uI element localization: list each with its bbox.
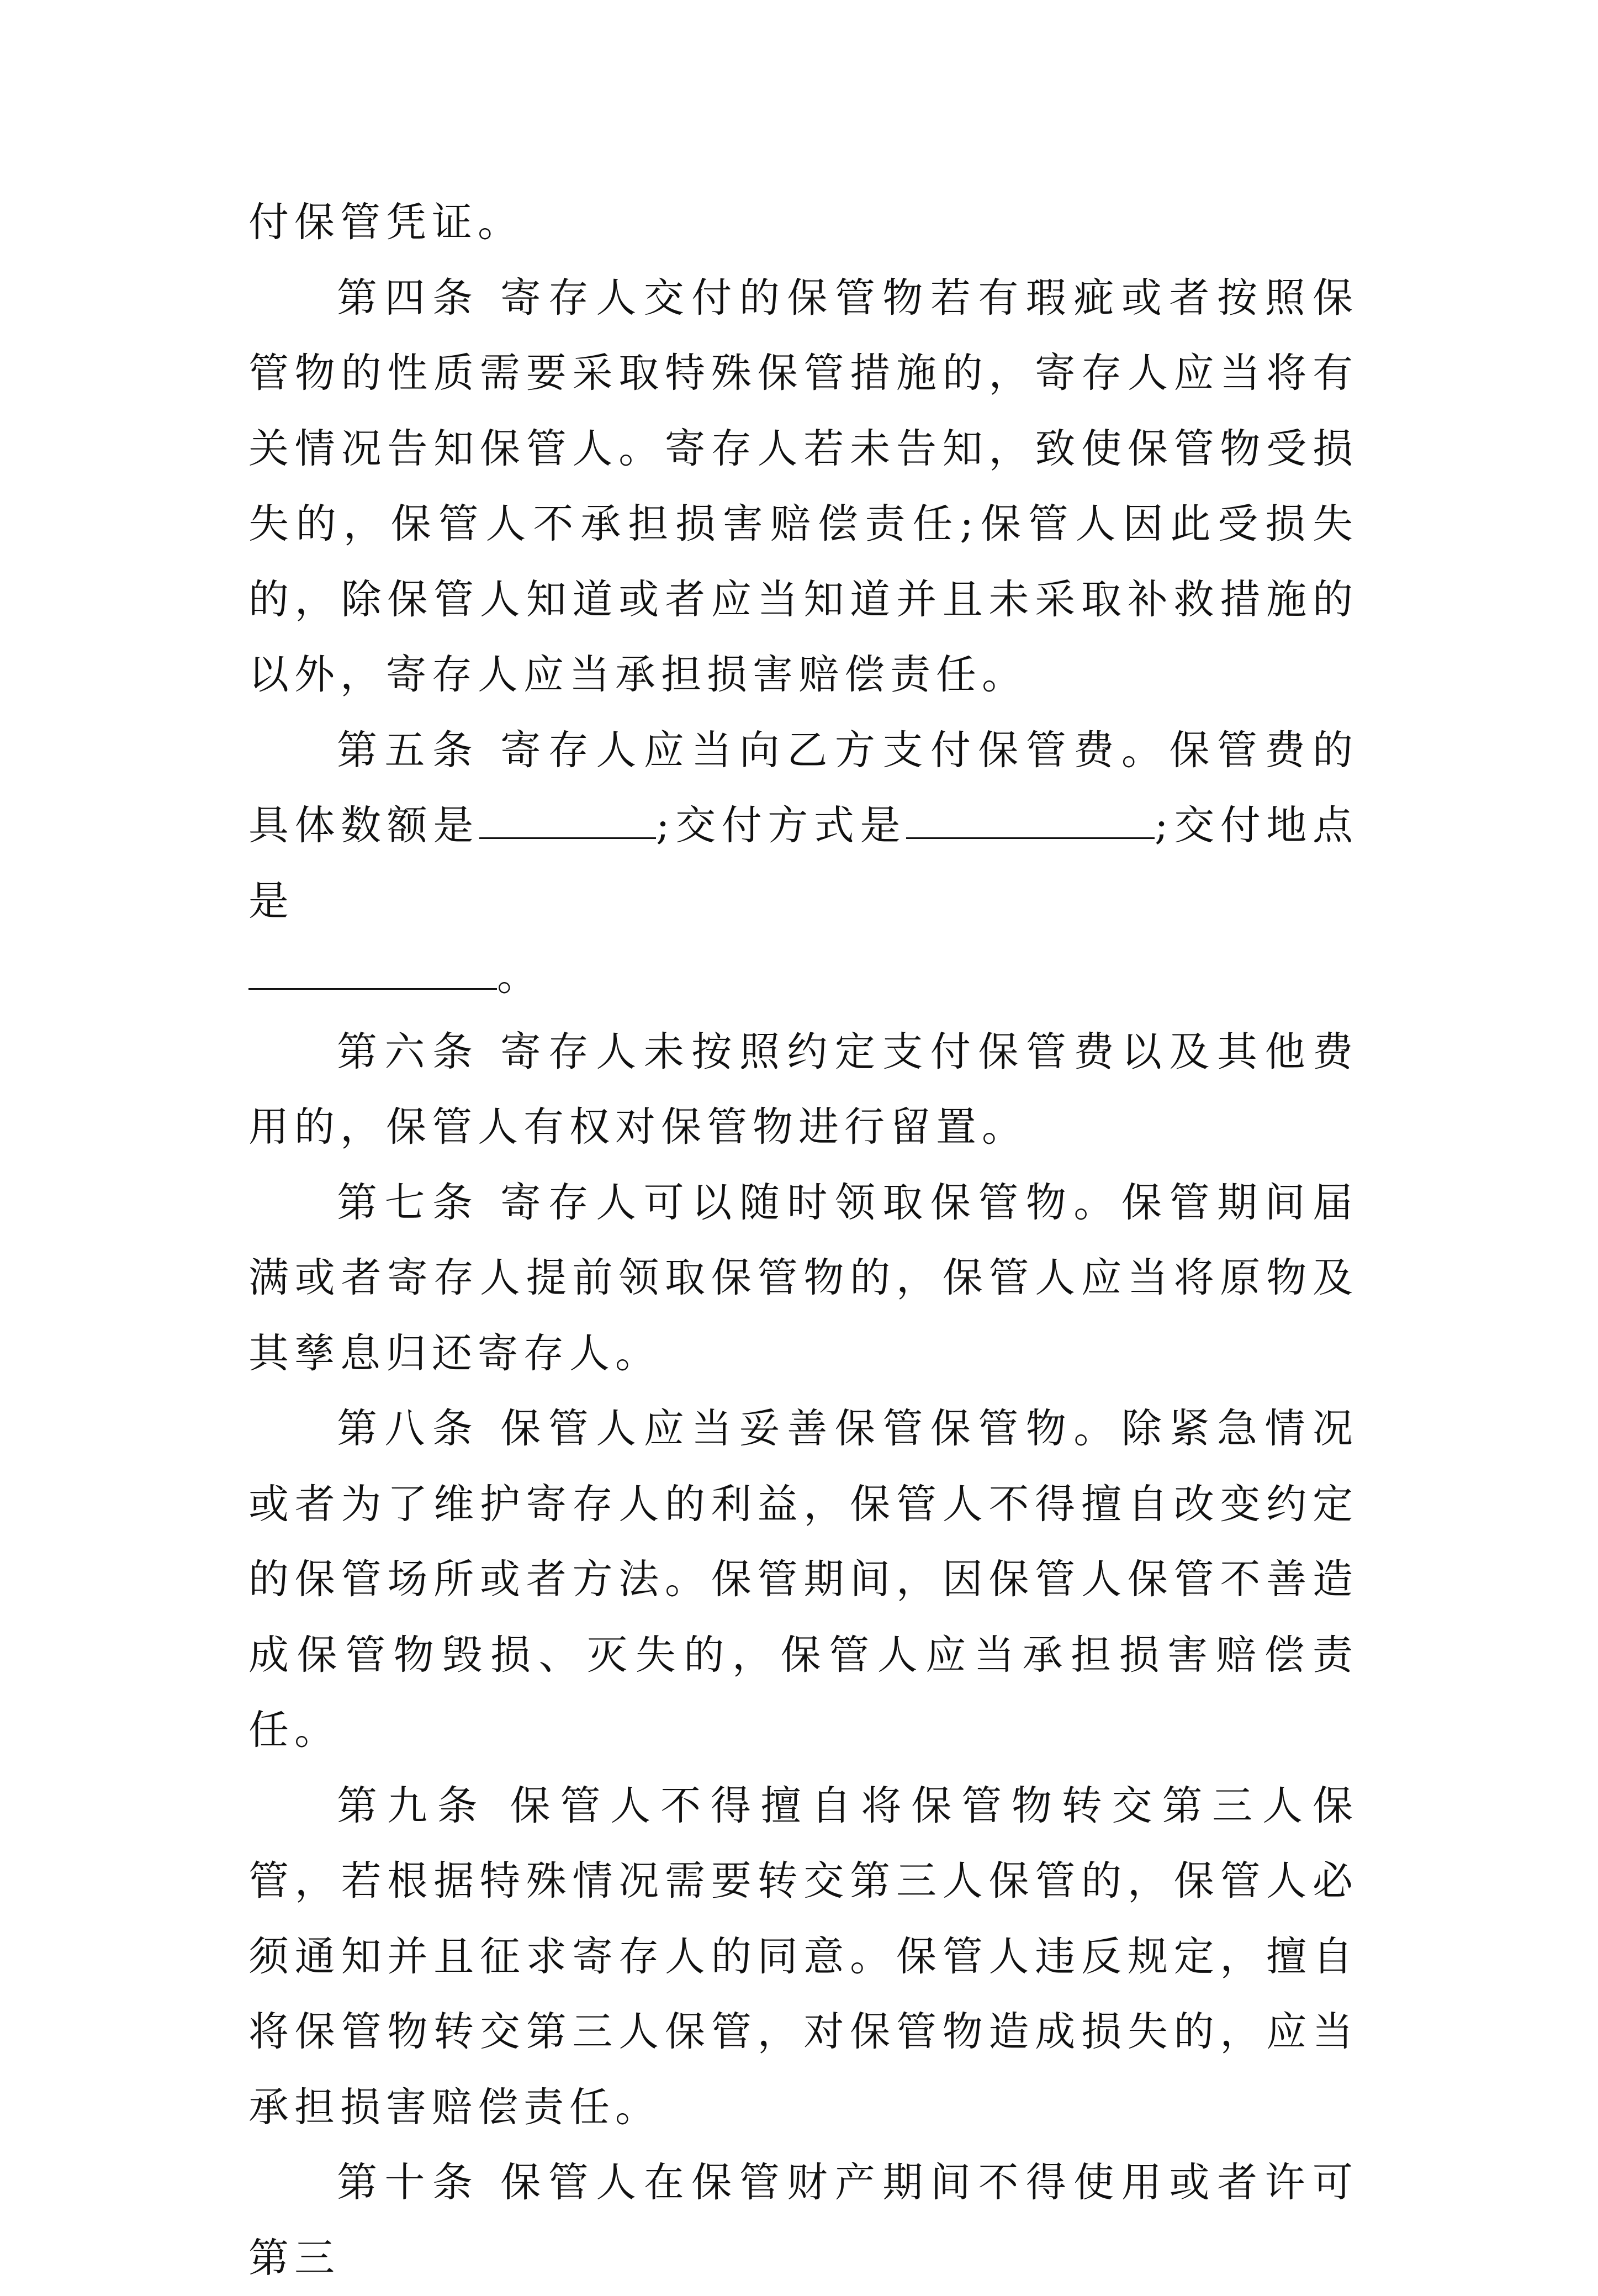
article-10-paragraph: 第十条 保管人在保管财产期间不得使用或者许可第三 [248,2159,1358,2282]
article-4-paragraph: 第四条 寄存人交付的保管物若有瑕疵或者按照保管物的性质需要采取特殊保管措施的，寄存人应当将有关情况告知保管人。寄存人若未告知，致使保管物受损失的，保管人不承担损害赔偿责任;保管人因此受损失的，除保管人知道或者应当知道并且未采取补救措施的以外，寄存人应当承担损害赔偿责任。 [248,274,1358,698]
paragraph-continuation: 付保管凭证。 [248,199,523,246]
payment-location-blank[interactable] [248,952,497,990]
article-9-paragraph: 第九条 保管人不得擅自将保管物转交第三人保管，若根据特殊情况需要转交第三人保管的，保管人必须通知并且征求寄存人的同意。保管人违反规定，擅自将保管物转交第三人保管，对保管物造成损失的，应当承担损害赔偿责任。 [248,1782,1358,2131]
article-8-paragraph: 第八条 保管人应当妥善保管保管物。除紧急情况或者为了维护寄存人的利益，保管人不得擅自改变约定的保管场所或者方法。保管期间，因保管人保管不善造成保管物毁损、灭失的，保管人应当承担损害赔偿责任。 [248,1405,1358,1754]
article-5-text-1: 第五条 寄存人应当向乙方支付保管费。保管费的具体数额是 [248,726,1358,849]
article-5-text-3: ;交付地点是 [248,802,1358,925]
payment-method-blank[interactable] [906,801,1155,839]
fee-amount-blank[interactable] [479,801,656,839]
article-5-text-2: ;交付方式是 [655,802,907,849]
article-6-paragraph: 第六条 寄存人未按照约定支付保管费以及其他费用的，保管人有权对保管物进行留置。 [248,1028,1358,1150]
article-5-text-4: 。 [497,953,543,1000]
article-5-paragraph [248,713,1358,1015]
document-body [248,185,1358,2296]
article-7-paragraph: 第七条 寄存人可以随时领取保管物。保管期间届满或者寄存人提前领取保管物的，保管人应当将原物及其孳息归还寄存人。 [248,1179,1358,1377]
